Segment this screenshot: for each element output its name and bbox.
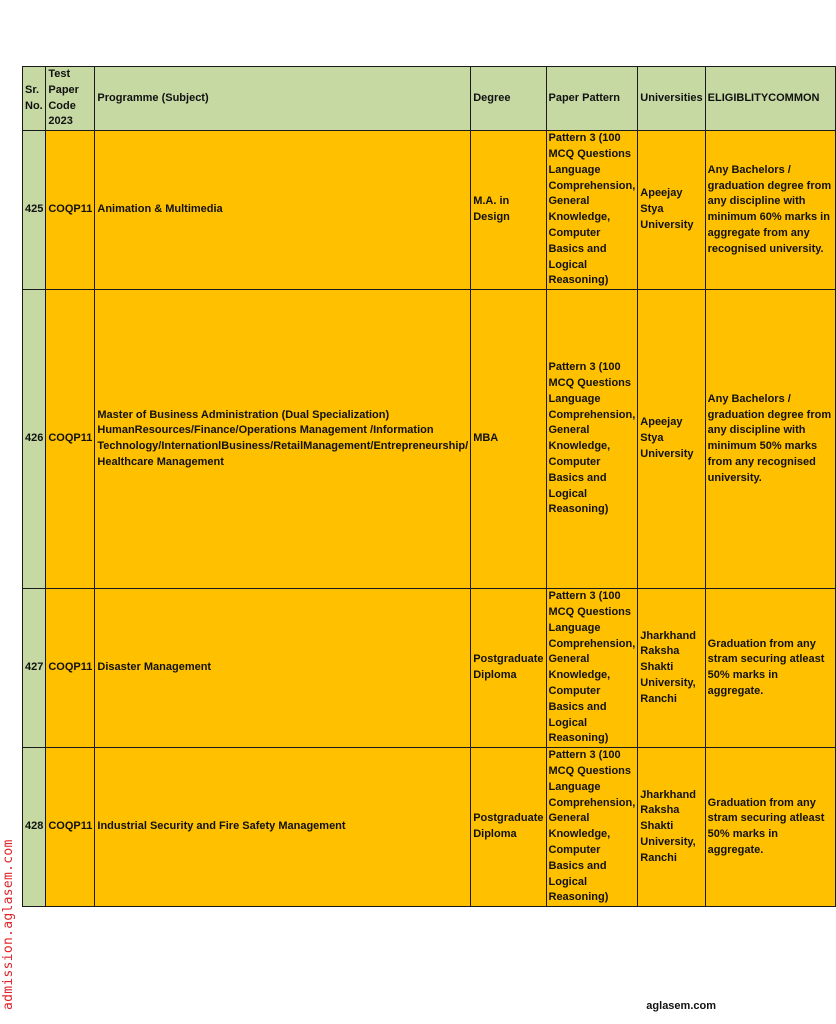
header-paper-pattern: Paper Pattern (546, 67, 638, 131)
header-eligibility-label: ELIGIBLITY (707, 91, 769, 104)
row-sr-no: 425 (23, 131, 46, 290)
row-sr-no: 428 (23, 748, 46, 907)
table-row (23, 748, 836, 907)
row-programme: Disaster Management (95, 589, 471, 748)
header-programme: Programme (Subject) (95, 67, 471, 131)
row-sr-no: 426 (23, 290, 46, 589)
row-degree: MBA (471, 290, 546, 589)
row-university: Apeejay Stya University (638, 290, 705, 589)
watermark-text: admission.aglasem.com (1, 839, 16, 1010)
header-sr-no: Sr. No. (23, 67, 46, 131)
eligibility-table (22, 66, 836, 907)
row-degree: Postgraduate Diploma (471, 589, 546, 748)
row-eligibility: Graduation from any stram securing atleast 50% marks in aggregate. (705, 748, 836, 907)
row-degree: Postgraduate Diploma (471, 748, 546, 907)
header-universities: Universities (638, 67, 705, 131)
row-degree: M.A. in Design (471, 131, 546, 290)
table-row (23, 131, 836, 290)
row-pattern: Pattern 3 (100 MCQ Questions Language Comprehension, General Knowledge, Computer Basics and Logical Reasoning) (546, 131, 638, 290)
row-university: Apeejay Stya University (638, 131, 705, 290)
row-pattern: Pattern 3 (100 MCQ Questions Language Comprehension, General Knowledge, Computer Basics and Logical Reasoning) (546, 290, 638, 589)
row-university: Jharkhand Raksha Shakti University, Ranchi (638, 748, 705, 907)
row-sr-no: 427 (23, 589, 46, 748)
row-pattern: Pattern 3 (100 MCQ Questions Language Comprehension, General Knowledge, Computer Basics and Logical Reasoning) (546, 589, 638, 748)
row-eligibility: Any Bachelors / graduation degree from any discipline with minimum 50% marks from any recognised university. (705, 290, 836, 589)
row-eligibility: Any Bachelors / graduation degree from any discipline with minimum 60% marks in aggregate from any recognised university. (705, 131, 836, 290)
row-programme: Industrial Security and Fire Safety Management (95, 748, 471, 907)
row-programme: Master of Business Administration (Dual Specialization) HumanResources/Finance/Operations Management /Information Technology/InternationlBusiness/RetailManagement/Entrepreneurship/ Healthcare Management (95, 290, 471, 589)
row-eligibility: Graduation from any stram securing atleast 50% marks in aggregate. (705, 589, 836, 748)
row-code: COQP11 (46, 748, 95, 907)
header-eligibility (705, 67, 836, 131)
header-degree: Degree (471, 67, 546, 131)
table-row (23, 589, 836, 748)
header-row (23, 67, 836, 131)
row-programme: Animation & Multimedia (95, 131, 471, 290)
row-code: COQP11 (46, 131, 95, 290)
header-eligibility-common: COMMON (768, 91, 820, 104)
footer-site-label: aglasem.com (646, 1000, 716, 1012)
row-code: COQP11 (46, 290, 95, 589)
table-row (23, 290, 836, 589)
row-university: Jharkhand Raksha Shakti University, Ranchi (638, 589, 705, 748)
row-pattern: Pattern 3 (100 MCQ Questions Language Comprehension, General Knowledge, Computer Basics and Logical Reasoning) (546, 748, 638, 907)
header-test-paper-code: Test Paper Code 2023 (46, 67, 95, 131)
row-code: COQP11 (46, 589, 95, 748)
